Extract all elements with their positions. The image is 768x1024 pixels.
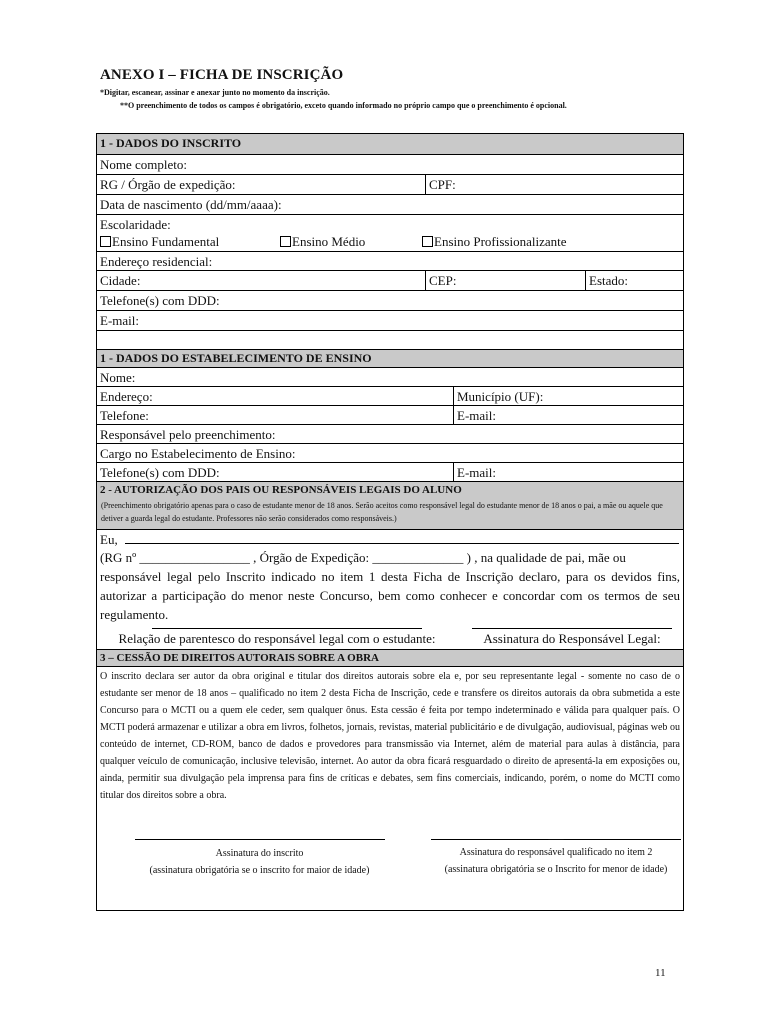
school-name-field[interactable] bbox=[97, 368, 683, 387]
state-field[interactable] bbox=[585, 271, 683, 290]
section1-header: 1 - DADOS DO INSCRITO bbox=[97, 134, 683, 155]
section2-header-block bbox=[97, 482, 683, 530]
rg-label: RG / Órgão de expedição: bbox=[100, 177, 236, 192]
copyright-block bbox=[97, 667, 683, 911]
school-address-field[interactable] bbox=[97, 387, 452, 405]
relationship-label: Relação de parentesco do responsável legal com o estudante: bbox=[118, 631, 436, 646]
contact-phone-label: Telefone(s) com DDD: bbox=[100, 465, 220, 480]
birth-date-field[interactable] bbox=[97, 195, 683, 215]
contact-phone-field[interactable] bbox=[97, 463, 452, 481]
mandatory-fields-note: **O preenchimento de todos os campos é obrigatório, exceto quando informado no próprio campo que o preenchimento é opcional. bbox=[120, 101, 567, 110]
full-name-field[interactable] bbox=[97, 155, 683, 175]
school-address-label: Endereço: bbox=[100, 389, 153, 404]
rg-field[interactable] bbox=[97, 175, 425, 194]
copyright-text: O inscrito declara ser autor da obra original e titular dos direitos autorais sobre ela e, por seu representante legal - somente no caso de o estudante ser menor de 18 anos – qualificado no item 2 desta Ficha de Inscrição, cede e transfere os direitos autorais da obra submetida a este Concurso para o MCTI ou a quem ele ceder, sem qualquer ônus. Esta cessão é feita por tempo indeterminado e válida para qualquer país. O MCTI poderá armazenar e utilizar a obra em livros, folhetos, jornais, revistas, material publicitário e de divulgação, audiovisual, páginas web ou conteúdo de internet, CD-ROM, banco de dados e provedores para transmissão via Internet, além de material para aulas à distância, para qualquer veículo de comunicação, inclusive televisão, internet. Ao autor da obra ficará resguardado o direito de apresentá-la em exposições ou, ainda, permitir sua divulgação pela imprensa para fins de críticas e debates, sem fins comerciais, indicando, porém, o nome do MCTI como titular dos direitos sobre a obra. bbox=[100, 671, 680, 801]
city-label: Cidade: bbox=[100, 273, 141, 288]
checkbox-icon[interactable] bbox=[100, 236, 111, 247]
section2-note: (Preenchimento obrigatório apenas para o caso de estudante menor de 18 anos. Serão aceitos como responsável legal do estudante menor de 18 anos o pai, a mãe ou aquele que detiver a guarda legal do estudante. Professores não serão considerados como responsáveis.) bbox=[101, 501, 663, 523]
checkbox-icon[interactable] bbox=[422, 236, 433, 247]
page-title: ANEXO I – FICHA DE INSCRIÇÃO bbox=[100, 67, 344, 83]
responsible-label: Responsável pelo preenchimento: bbox=[100, 427, 276, 442]
checkbox-icon[interactable] bbox=[280, 236, 291, 247]
school-phone-field[interactable] bbox=[97, 406, 452, 424]
blank-row bbox=[97, 331, 683, 350]
parental-authorization-block bbox=[97, 530, 683, 650]
education-label: Escolaridade: bbox=[100, 217, 171, 232]
full-name-label: Nome completo: bbox=[100, 157, 188, 172]
representative-signature-caption: ___ Assinatura do responsável qualificado no item 2 (assinatura obrigatória se o Inscrito for menor de idade) bbox=[444, 830, 668, 875]
school-name-label: Nome: bbox=[100, 370, 136, 385]
municipality-field[interactable] bbox=[453, 387, 683, 405]
contact-email-label: E-mail: bbox=[457, 465, 496, 480]
cpf-field[interactable] bbox=[425, 175, 683, 194]
registrant-signature-caption: Assinatura do inscrito (assinatura obrigatória se o inscrito for maior de idade) bbox=[149, 848, 370, 876]
section2-header: 2 - AUTORIZAÇÃO DOS PAIS OU RESPONSÁVEIS LEGAIS DO ALUNO bbox=[100, 484, 462, 496]
rg-declaration-line: (RG nº _________________ , Órgão de Expedição: ______________ ) , na qualidade de pai, mãe ou bbox=[100, 550, 626, 565]
section3-header: 3 – CESSÃO DE DIREITOS AUTORAIS SOBRE A OBRA bbox=[97, 650, 683, 667]
email-label: E-mail: bbox=[100, 313, 139, 328]
birth-date-label: Data de nascimento (dd/mm/aaaa): bbox=[100, 197, 282, 212]
guardian-signature-line[interactable] bbox=[472, 628, 672, 629]
phone-field[interactable] bbox=[97, 291, 683, 311]
relationship-signature-line[interactable] bbox=[152, 628, 422, 629]
phone-label: Telefone(s) com DDD: bbox=[100, 293, 220, 308]
contact-email-field[interactable] bbox=[453, 463, 683, 481]
education-option-fundamental[interactable]: Ensino Fundamental bbox=[97, 232, 219, 251]
instruction-note: *Digitar, escanear, assinar e anexar junto no momento da inscrição. bbox=[100, 88, 330, 97]
name-blank-line[interactable] bbox=[125, 543, 679, 544]
role-label: Cargo no Estabelecimento de Ensino: bbox=[100, 446, 296, 461]
role-field[interactable] bbox=[97, 444, 683, 463]
school-phone-label: Telefone: bbox=[100, 408, 149, 423]
eu-label: Eu, bbox=[100, 532, 118, 547]
guardian-signature-label: Assinatura do Responsável Legal: bbox=[483, 631, 661, 646]
cep-label: CEP: bbox=[429, 273, 457, 288]
education-option-profissionalizante[interactable]: Ensino Profissionalizante bbox=[419, 232, 567, 251]
address-field[interactable] bbox=[97, 252, 683, 271]
state-label: Estado: bbox=[589, 273, 628, 288]
school-email-field[interactable] bbox=[453, 406, 683, 424]
registrant-signature-line[interactable] bbox=[135, 839, 385, 840]
email-field[interactable] bbox=[97, 311, 683, 331]
page-number: 11 bbox=[655, 967, 666, 979]
authorization-text: responsável legal pelo Inscrito indicado no item 1 desta Ficha de Inscrição declaro, para os devidos fins, autorizar a participação do menor neste Concurso, bem como conhecer e concordar com os termos de seu regulamento. bbox=[100, 569, 680, 622]
section1b-header: 1 - DADOS DO ESTABELECIMENTO DE ENSINO bbox=[97, 350, 683, 368]
responsible-field[interactable] bbox=[97, 425, 683, 444]
address-label: Endereço residencial: bbox=[100, 254, 213, 269]
city-field[interactable] bbox=[97, 271, 425, 290]
municipality-label: Município (UF): bbox=[457, 389, 544, 404]
registration-form bbox=[96, 133, 684, 911]
cep-field[interactable] bbox=[425, 271, 585, 290]
cpf-label: CPF: bbox=[429, 177, 456, 192]
education-option-medio[interactable]: Ensino Médio bbox=[277, 232, 365, 251]
school-email-label: E-mail: bbox=[457, 408, 496, 423]
